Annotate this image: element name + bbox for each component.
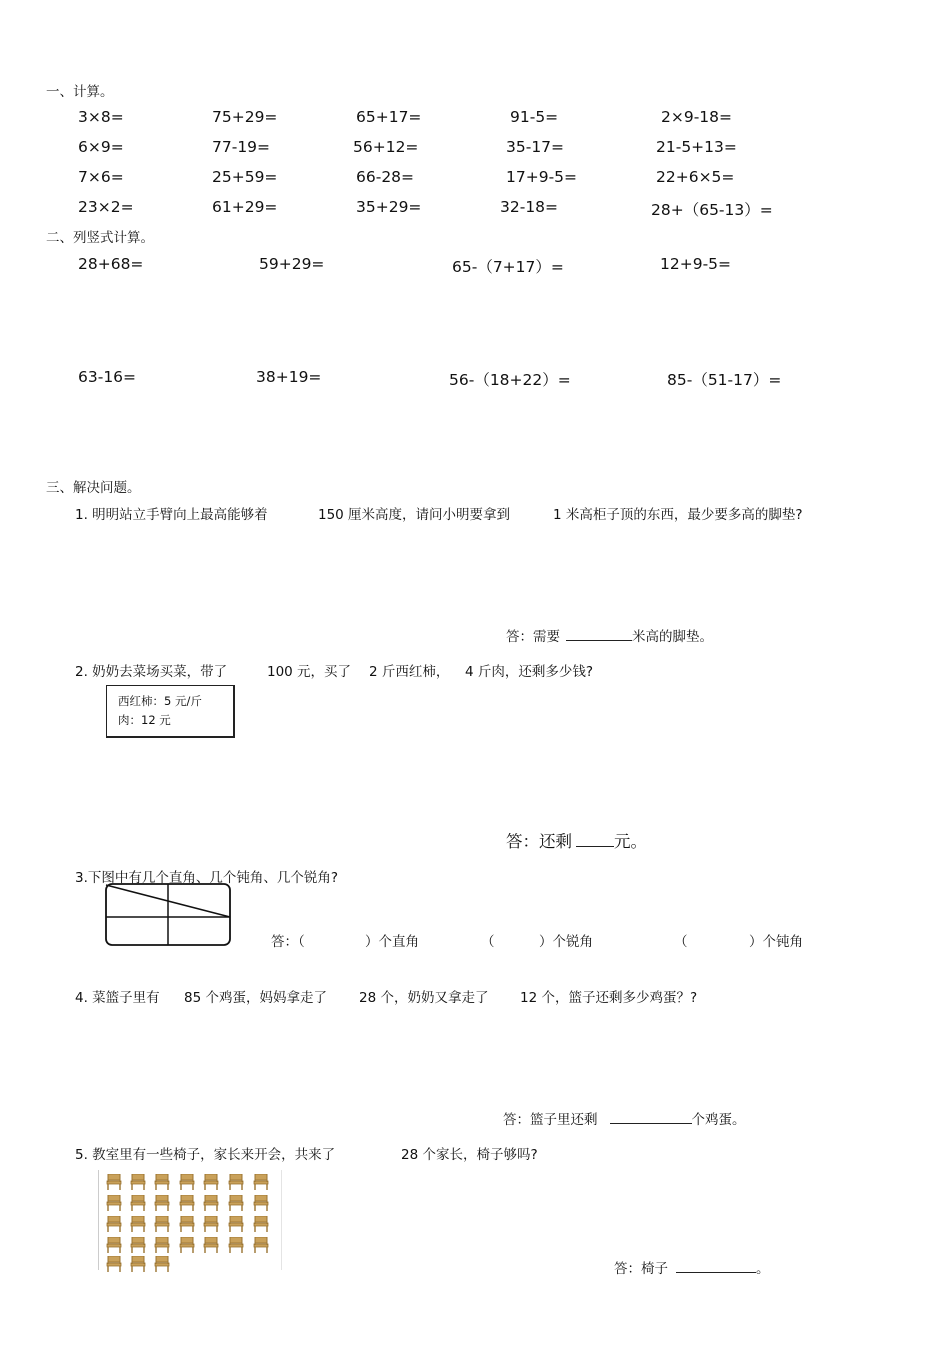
calc-item: 23×2= <box>78 198 134 216</box>
calc-item: 25+59= <box>212 168 278 186</box>
chair-icon <box>106 1195 122 1211</box>
vertical-calc-item: 65-（7+17）= <box>452 258 564 276</box>
problem-4-text: 12 个，篮子还剩多少鸡蛋？? <box>520 990 698 1006</box>
section-title-problems: 三、解决问题。 <box>46 480 141 496</box>
chairs-picture <box>98 1170 282 1270</box>
calc-item: 7×6= <box>78 168 124 186</box>
chair-icon <box>179 1195 195 1211</box>
chair-icon <box>130 1237 146 1253</box>
vertical-calc-item: 63-16= <box>78 368 137 386</box>
chair-icon <box>154 1216 170 1232</box>
chair-icon <box>179 1174 195 1190</box>
chair-icon <box>130 1256 146 1272</box>
answer-blank[interactable] <box>610 1109 692 1124</box>
chair-icon <box>106 1216 122 1232</box>
calc-item: 28+（65-13）= <box>651 201 773 219</box>
problem-2-text: 4 斤肉，还剩多少钱? <box>465 664 594 680</box>
answer-blank[interactable] <box>576 830 614 847</box>
chair-icon <box>253 1174 269 1190</box>
calc-item: 6×9= <box>78 138 124 156</box>
calc-item: 22+6×5= <box>656 168 735 186</box>
answer-right-angle-label: 答：（ <box>271 934 305 950</box>
calc-item: 56+12= <box>353 138 419 156</box>
chair-icon <box>154 1195 170 1211</box>
answer-acute-open: （ <box>481 934 495 950</box>
problem-1-text: 150 厘米高度，请问小明要拿到 <box>318 507 511 523</box>
answer-prefix: 答：还剩 <box>506 832 572 851</box>
chair-icon <box>228 1195 244 1211</box>
vertical-calc-item: 56-（18+22）= <box>449 371 571 389</box>
chair-icon <box>106 1174 122 1190</box>
problem-1-text: 1 米高柜子顶的东西，最少要多高的脚垫? <box>553 507 803 523</box>
problem-5-answer <box>614 1257 770 1277</box>
chair-icon <box>253 1216 269 1232</box>
answer-obtuse-open: （ <box>674 934 688 950</box>
chair-icon <box>106 1256 122 1272</box>
calc-item: 66-28= <box>356 168 415 186</box>
problem-4-text: 4. 菜篮子里有 <box>75 990 160 1006</box>
answer-suffix: 米高的脚垫。 <box>632 629 713 645</box>
chair-icon <box>154 1174 170 1190</box>
chair-icon <box>130 1174 146 1190</box>
chair-icon <box>228 1237 244 1253</box>
chair-icon <box>203 1174 219 1190</box>
answer-prefix: 答：椅子 <box>614 1261 668 1277</box>
vertical-calc-item: 85-（51-17）= <box>667 371 782 389</box>
answer-acute-suffix: ）个锐角 <box>539 934 593 950</box>
problem-1-answer <box>506 625 713 645</box>
chair-icon <box>203 1195 219 1211</box>
chair-icon <box>154 1237 170 1253</box>
calc-item: 35+29= <box>356 198 422 216</box>
calc-item: 32-18= <box>500 198 559 216</box>
answer-suffix: 。 <box>756 1261 770 1277</box>
answer-obtuse-suffix: ）个钝角 <box>749 934 803 950</box>
section-title-vertical: 二、列竖式计算。 <box>46 230 154 246</box>
problem-5-text: 28 个家长，椅子够吗? <box>401 1147 538 1163</box>
chair-icon <box>179 1237 195 1253</box>
price-tomato: 西红柿：5 元/斤 <box>118 694 202 708</box>
problem-2-text: 100 元，买了 <box>267 664 352 680</box>
vertical-calc-item: 59+29= <box>259 255 325 273</box>
calc-item: 21-5+13= <box>656 138 737 156</box>
vertical-calc-item: 28+68= <box>78 255 144 273</box>
price-meat: 肉：12 元 <box>118 713 171 727</box>
chair-icon <box>228 1174 244 1190</box>
problem-2-text: 2 斤西红柿， <box>369 664 450 680</box>
calc-item: 65+17= <box>356 108 422 126</box>
chair-icon <box>130 1195 146 1211</box>
problem-4-text: 28 个，奶奶又拿走了 <box>359 990 489 1006</box>
chair-icon <box>253 1237 269 1253</box>
chair-icon <box>203 1216 219 1232</box>
section-title-calc: 一、计算。 <box>46 84 114 100</box>
chair-icon <box>154 1256 170 1272</box>
calc-item: 17+9-5= <box>506 168 578 186</box>
problem-1-text: 1. 明明站立手臂向上最高能够着 <box>75 507 268 523</box>
vertical-calc-item: 38+19= <box>256 368 322 386</box>
answer-prefix: 答：篮子里还剩 <box>503 1112 598 1128</box>
chair-icon <box>203 1237 219 1253</box>
chair-icon <box>228 1216 244 1232</box>
calc-item: 35-17= <box>506 138 565 156</box>
problem-4-text: 85 个鸡蛋，妈妈拿走了 <box>184 990 327 1006</box>
answer-suffix: 个鸡蛋。 <box>691 1112 746 1128</box>
calc-item: 75+29= <box>212 108 278 126</box>
chair-icon <box>130 1216 146 1232</box>
answer-suffix: 元。 <box>614 832 647 851</box>
price-box <box>106 685 235 738</box>
vertical-calc-item: 12+9-5= <box>660 255 732 273</box>
angle-figure <box>104 882 234 948</box>
answer-blank[interactable] <box>676 1258 756 1273</box>
answer-right-angle-suffix: ）个直角 <box>365 934 419 950</box>
problem-4-answer <box>503 1108 746 1128</box>
problem-2-text: 2. 奶奶去菜场买菜，带了 <box>75 664 228 680</box>
calc-item: 2×9-18= <box>661 108 733 126</box>
calc-item: 61+29= <box>212 198 278 216</box>
chair-icon <box>106 1237 122 1253</box>
problem-5-text: 5. 教室里有一些椅子，家长来开会，共来了 <box>75 1147 336 1163</box>
problem-3-text: 3.下图中有几个直角、几个钝角、几个锐角? <box>75 870 339 886</box>
chair-icon <box>179 1216 195 1232</box>
answer-prefix: 答：需要 <box>506 629 560 645</box>
answer-blank[interactable] <box>566 626 632 641</box>
problem-2-answer <box>506 828 647 852</box>
chair-icon <box>253 1195 269 1211</box>
calc-item: 3×8= <box>78 108 124 126</box>
calc-item: 91-5= <box>510 108 559 126</box>
calc-item: 77-19= <box>212 138 271 156</box>
